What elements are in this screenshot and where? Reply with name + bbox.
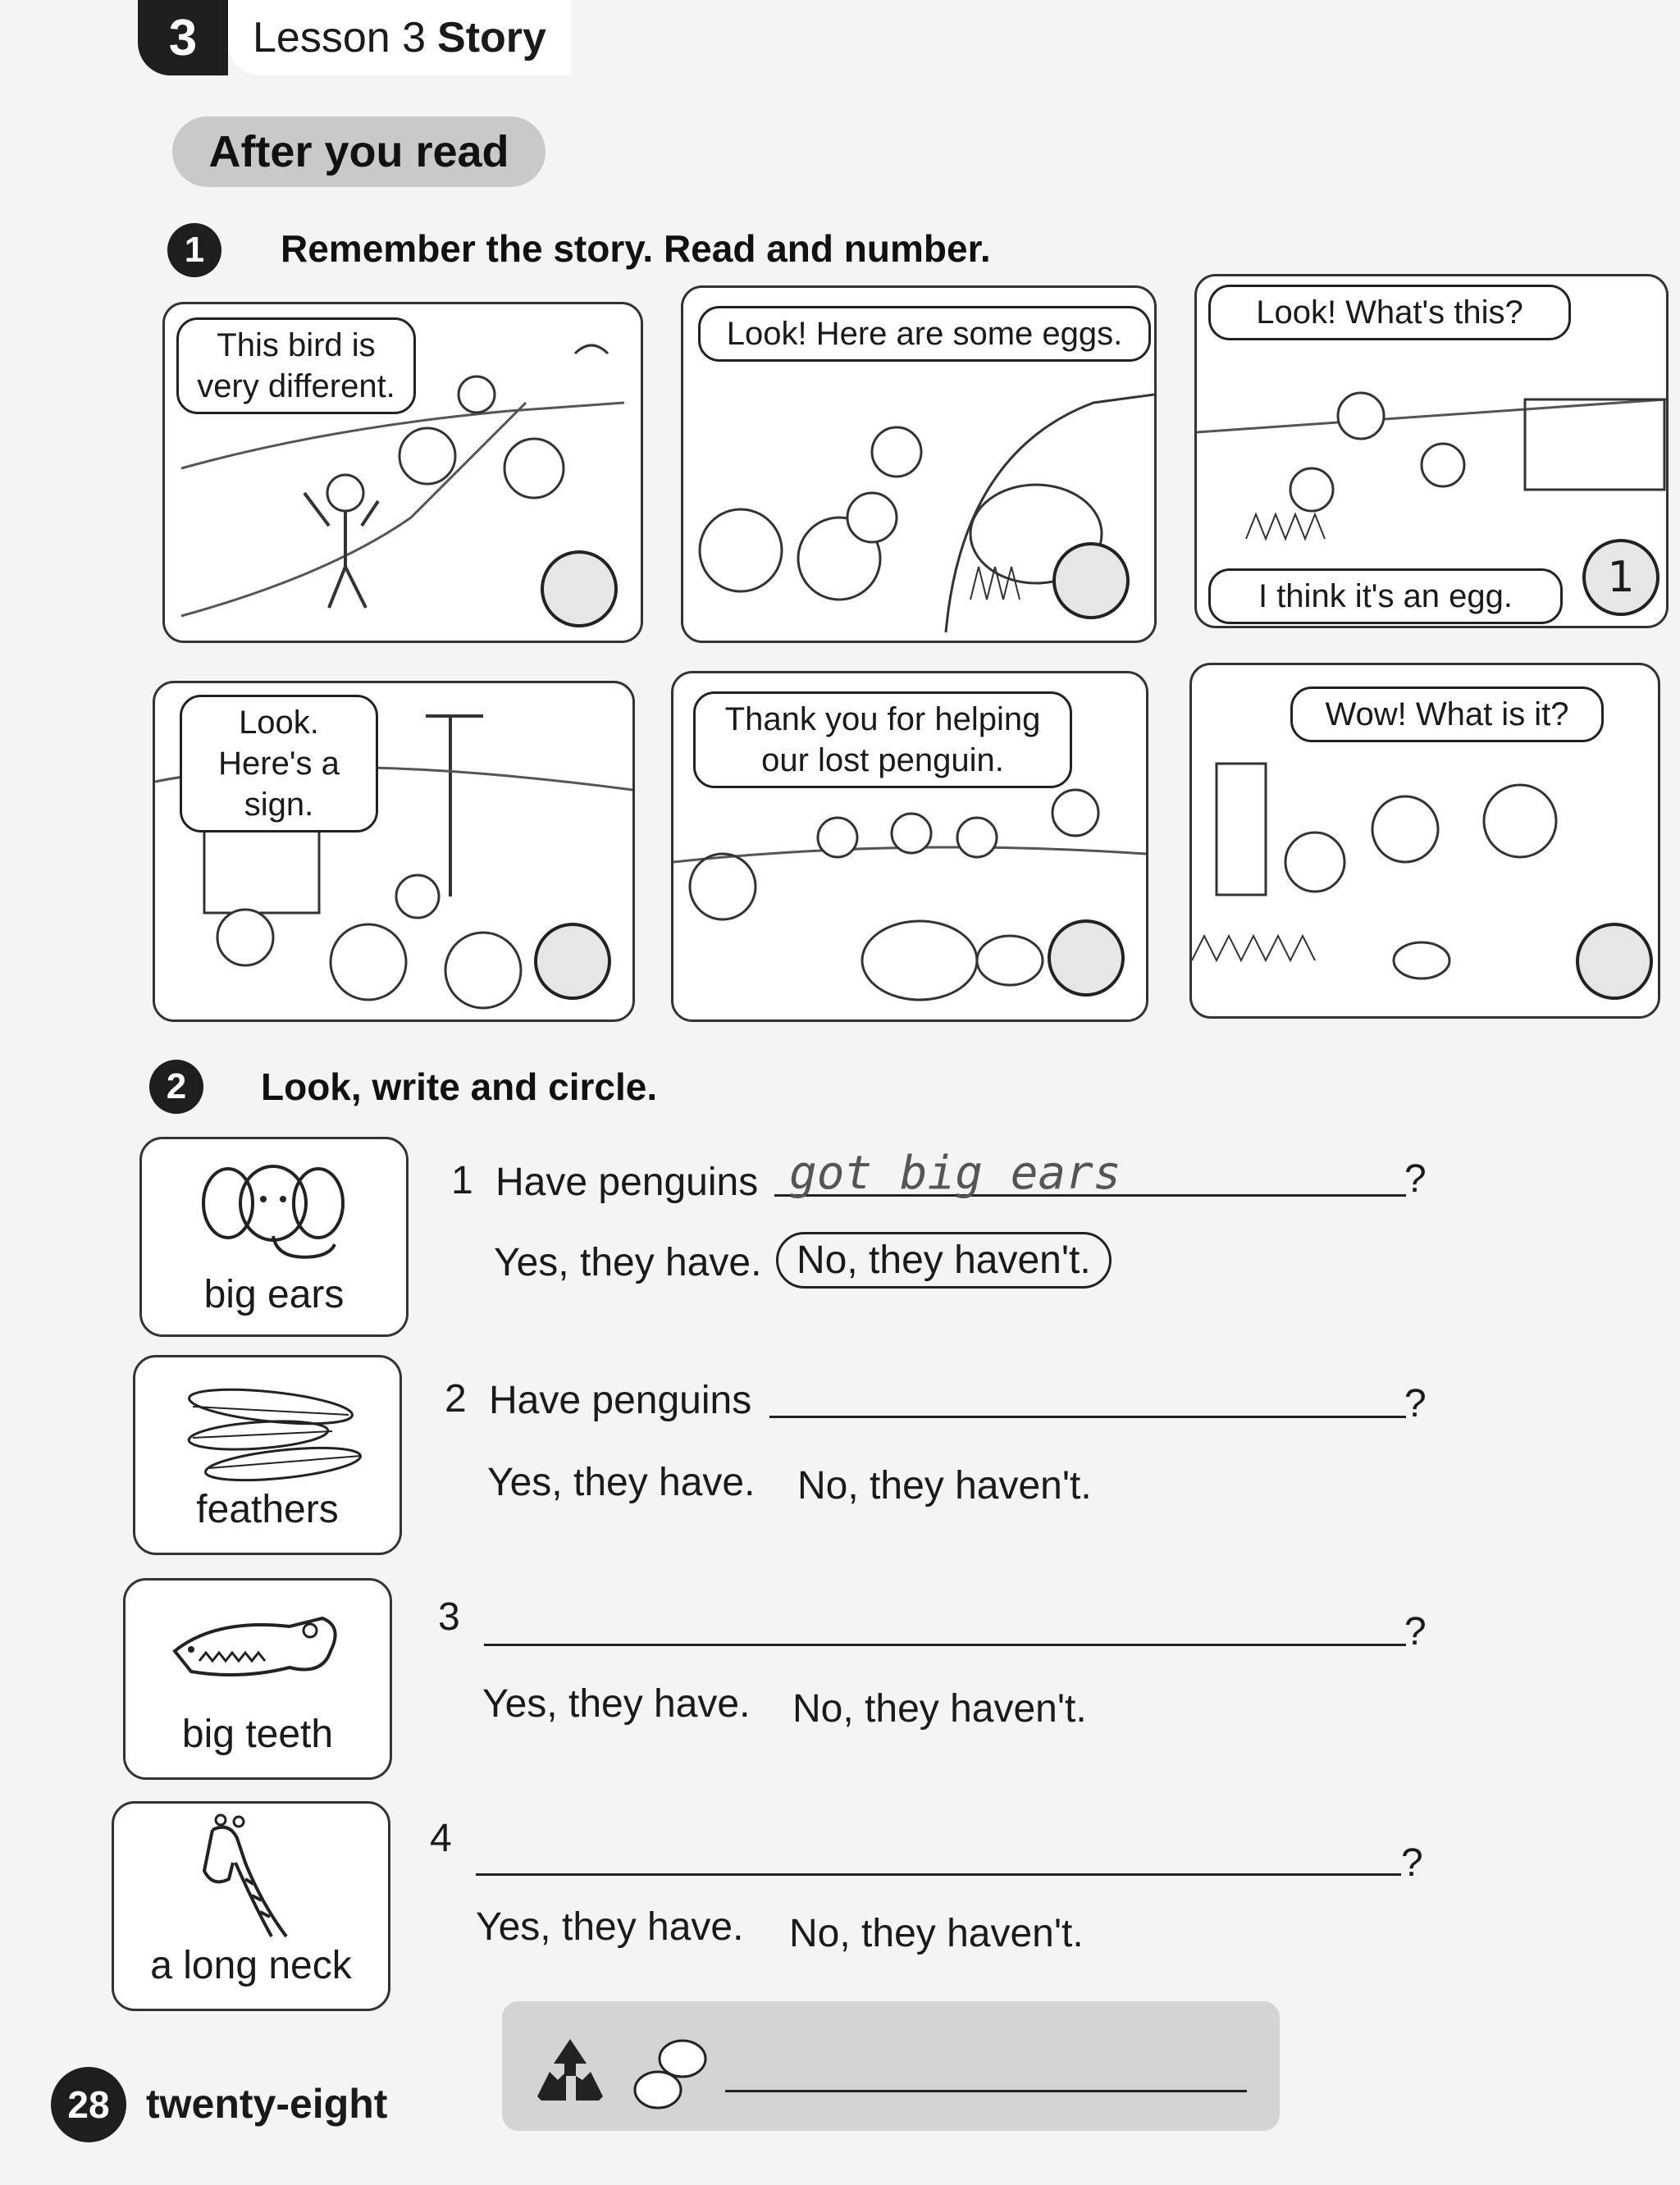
question-4-number: 4 [430, 1817, 452, 1860]
story-panel-1 [162, 302, 643, 643]
card-label: big teeth [181, 1713, 334, 1756]
speech-bubble: This bird is very different. [176, 317, 416, 414]
picture-card-feathers [133, 1355, 402, 1555]
story-panel-6 [1189, 663, 1660, 1019]
giraffe-icon [180, 1813, 311, 1945]
question-1-number: 1 [451, 1159, 473, 1202]
question-1-answer: got big ears [789, 1147, 1121, 1200]
answer-circle[interactable] [541, 550, 618, 627]
question-4-qmark: ? [1401, 1841, 1423, 1885]
card-label: a long neck [150, 1944, 352, 1987]
question-2-stem: Have penguins [489, 1379, 752, 1422]
lesson-heading [228, 0, 571, 75]
speech-bubble-top: Look! What's this? [1208, 285, 1571, 340]
page-number-badge: 28 [51, 2067, 126, 2142]
question-1-qmark: ? [1404, 1157, 1427, 1201]
question-4-yes[interactable]: Yes, they have. [476, 1905, 744, 1949]
speech-bubble: Wow! What is it? [1290, 687, 1604, 742]
card-label: big ears [203, 1273, 345, 1316]
question-3-qmark: ? [1404, 1610, 1427, 1654]
question-4-blank[interactable] [476, 1873, 1401, 1876]
lesson-title: Story [437, 14, 546, 62]
lesson-label: Lesson 3 [253, 14, 427, 62]
card-label: feathers [196, 1488, 339, 1531]
question-2-blank[interactable] [769, 1416, 1406, 1418]
story-panel-2 [681, 285, 1157, 643]
question-2-no[interactable]: No, they haven't. [797, 1464, 1092, 1508]
question-3-no[interactable]: No, they haven't. [792, 1687, 1087, 1731]
picture-card-long-neck [112, 1801, 390, 2011]
unit-number-tab: 3 [138, 0, 228, 75]
answer-circle[interactable] [534, 923, 611, 1000]
story-panel-4 [153, 681, 635, 1022]
question-2-number: 2 [445, 1377, 467, 1421]
answer-circle[interactable] [1052, 542, 1130, 619]
elephant-icon [191, 1154, 355, 1269]
exercise-1-number: 1 [167, 223, 221, 277]
page-number-word: twenty-eight [146, 2081, 388, 2127]
lemon-icon [625, 2026, 715, 2116]
speech-bubble: Look! Here are some eggs. [698, 306, 1151, 362]
question-1-yes[interactable]: Yes, they have. [494, 1241, 762, 1284]
question-2-yes[interactable]: Yes, they have. [487, 1461, 756, 1504]
question-1-stem: Have penguins [495, 1161, 759, 1204]
question-2-qmark: ? [1404, 1382, 1427, 1425]
crocodile-icon [167, 1602, 355, 1700]
exercise-2-instruction: Look, write and circle. [261, 1065, 658, 1108]
section-banner: After you read [172, 116, 546, 187]
question-3-yes[interactable]: Yes, they have. [482, 1682, 751, 1726]
answer-circle[interactable]: 1 [1582, 539, 1659, 616]
exercise-1-instruction: Remember the story. Read and number. [281, 227, 991, 270]
speech-bubble-bottom: I think it's an egg. [1208, 568, 1563, 624]
story-panel-5 [671, 671, 1148, 1022]
picture-card-big-ears [139, 1137, 409, 1337]
question-1-no-circled[interactable]: No, they haven't. [776, 1232, 1112, 1289]
footer-box [502, 2001, 1280, 2131]
speech-bubble: Look. Here's a sign. [180, 695, 378, 832]
speech-bubble: Thank you for helping our lost penguin. [693, 691, 1072, 788]
footer-answer-line[interactable] [725, 2090, 1247, 2092]
picture-card-big-teeth [123, 1578, 392, 1780]
story-panel-3 [1194, 274, 1669, 628]
recycle-icon [525, 2031, 615, 2113]
answer-circle[interactable] [1576, 923, 1653, 1000]
question-4-no[interactable]: No, they haven't. [789, 1912, 1084, 1955]
exercise-2-number: 2 [149, 1060, 203, 1114]
feather-icon [176, 1374, 365, 1489]
question-3-number: 3 [438, 1595, 460, 1639]
answer-circle[interactable] [1048, 919, 1125, 997]
question-3-blank[interactable] [484, 1644, 1406, 1646]
